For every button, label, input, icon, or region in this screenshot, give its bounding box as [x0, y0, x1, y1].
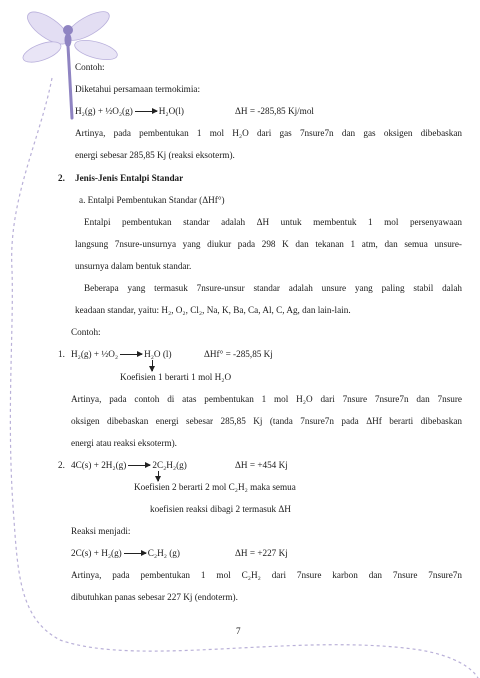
equation-3: [71, 547, 180, 559]
example-2-enthalpy: ΔH = +454 Kj: [235, 460, 288, 470]
reaction-arrow-icon: [135, 111, 157, 112]
example-2-equation: [71, 459, 187, 471]
dashed-border-line: [10, 78, 478, 678]
paragraph-1-line-2: langsung 7nsure-unsurnya yang diukur pada 298 K dan tekanan 1 atm, dan semua unsure-: [75, 239, 462, 249]
example-1-explanation-line-1: Artinya, pada contoh di atas pembentukan 1 mol H₂O dari 7nsure 7nsure7n dan 7nsure: [71, 394, 462, 404]
reaction-arrow-icon: [124, 553, 146, 554]
equation-3-enthalpy: ΔH = +227 Kj: [235, 548, 288, 558]
down-arrow-icon: [158, 471, 159, 481]
subsection-title: a. Entalpi Pembentukan Standar (ΔHf°): [79, 195, 225, 205]
reaction-arrow-icon: [128, 465, 150, 466]
paragraph-2-line-2: keadaan standar, yaitu: H₂, O₂, Cl₂, Na, K, Ba, Ca, Al, C, Ag, dan lain-lain.: [75, 305, 351, 315]
example-1-explanation-line-3: energi atau reaksi eksoterm).: [71, 438, 177, 448]
page-number: 7: [236, 626, 241, 636]
equation-1-product: H₂O(l): [158, 106, 184, 116]
equation-1-enthalpy: ΔH = -285,85 Kj/mol: [235, 106, 314, 116]
example-2-coefficient-note-2: koefisien reaksi dibagi 2 termasuk ΔH: [150, 504, 291, 514]
down-arrow-icon: [152, 360, 153, 371]
given-equation-label: Diketahui persamaan termokimia:: [75, 84, 201, 94]
example-1-enthalpy: ΔHf° = -285,85 Kj: [204, 349, 273, 359]
example-2-coefficient-note-1: Koefisien 2 berarti 2 mol C₂H₂ maka semua: [134, 482, 296, 492]
example-1-product: H₂O (l): [144, 349, 172, 359]
example-label-2: Contoh:: [71, 327, 101, 337]
equation-1-explanation-line-2: energi sebesar 285,85 Kj (reaksi eksoterm).: [75, 150, 235, 160]
paragraph-1-line-1: Entalpi pembentukan standar adalah ΔH untuk membentuk 1 mol persenyawaan: [84, 217, 462, 227]
example-1-number: 1.: [58, 349, 65, 359]
example-2-product: 2C₂H₂(g): [152, 460, 187, 470]
equation-3-reactants: 2C(s) + H₂(g): [71, 548, 122, 558]
equation-1-explanation-line-1: Artinya, pada pembentukan 1 mol H₂O dari gas 7nsure7n dan gas oksigen dibebaskan: [75, 128, 462, 138]
equation-3-product: C₂H₂ (g): [147, 548, 180, 558]
paragraph-1-line-3: unsurnya dalam bentuk standar.: [75, 261, 192, 271]
equation-1: [75, 105, 184, 117]
example-1-reactants: H₂(g) + ½O₂: [71, 349, 119, 359]
example-1-equation: [71, 348, 172, 360]
paragraph-2-line-1: Beberapa yang termasuk 7nsure-unsur standar adalah unsure yang paling stabil dalah: [84, 283, 462, 293]
example-label: Contoh:: [75, 62, 105, 72]
equation-3-explanation-line-1: Artinya, pada pembentukan 1 mol C₂H₂ dari 7nsure karbon dan 7nsure 7nsure7n: [71, 570, 462, 580]
example-2-reactants: 4C(s) + 2H₂(g): [71, 460, 127, 470]
equation-3-explanation-line-2: dibutuhkan panas sebesar 227 Kj (endoterm).: [71, 592, 238, 602]
equation-1-reactants: H₂(g) + ½O₂(g): [75, 106, 133, 116]
reaction-becomes-label: Reaksi menjadi:: [71, 526, 131, 536]
section-title: Jenis-Jenis Entalpi Standar: [75, 173, 184, 183]
example-1-explanation-line-2: oksigen dibebaskan energi sebesar 285,85 Kj (tanda 7nsure7n pada ΔHf berarti dibebaskan: [71, 416, 462, 426]
reaction-arrow-icon: [120, 354, 142, 355]
example-1-coefficient-note: Koefisien 1 berarti 1 mol H₂O: [120, 372, 232, 382]
section-number: 2.: [58, 173, 65, 183]
example-2-number: 2.: [58, 460, 65, 470]
